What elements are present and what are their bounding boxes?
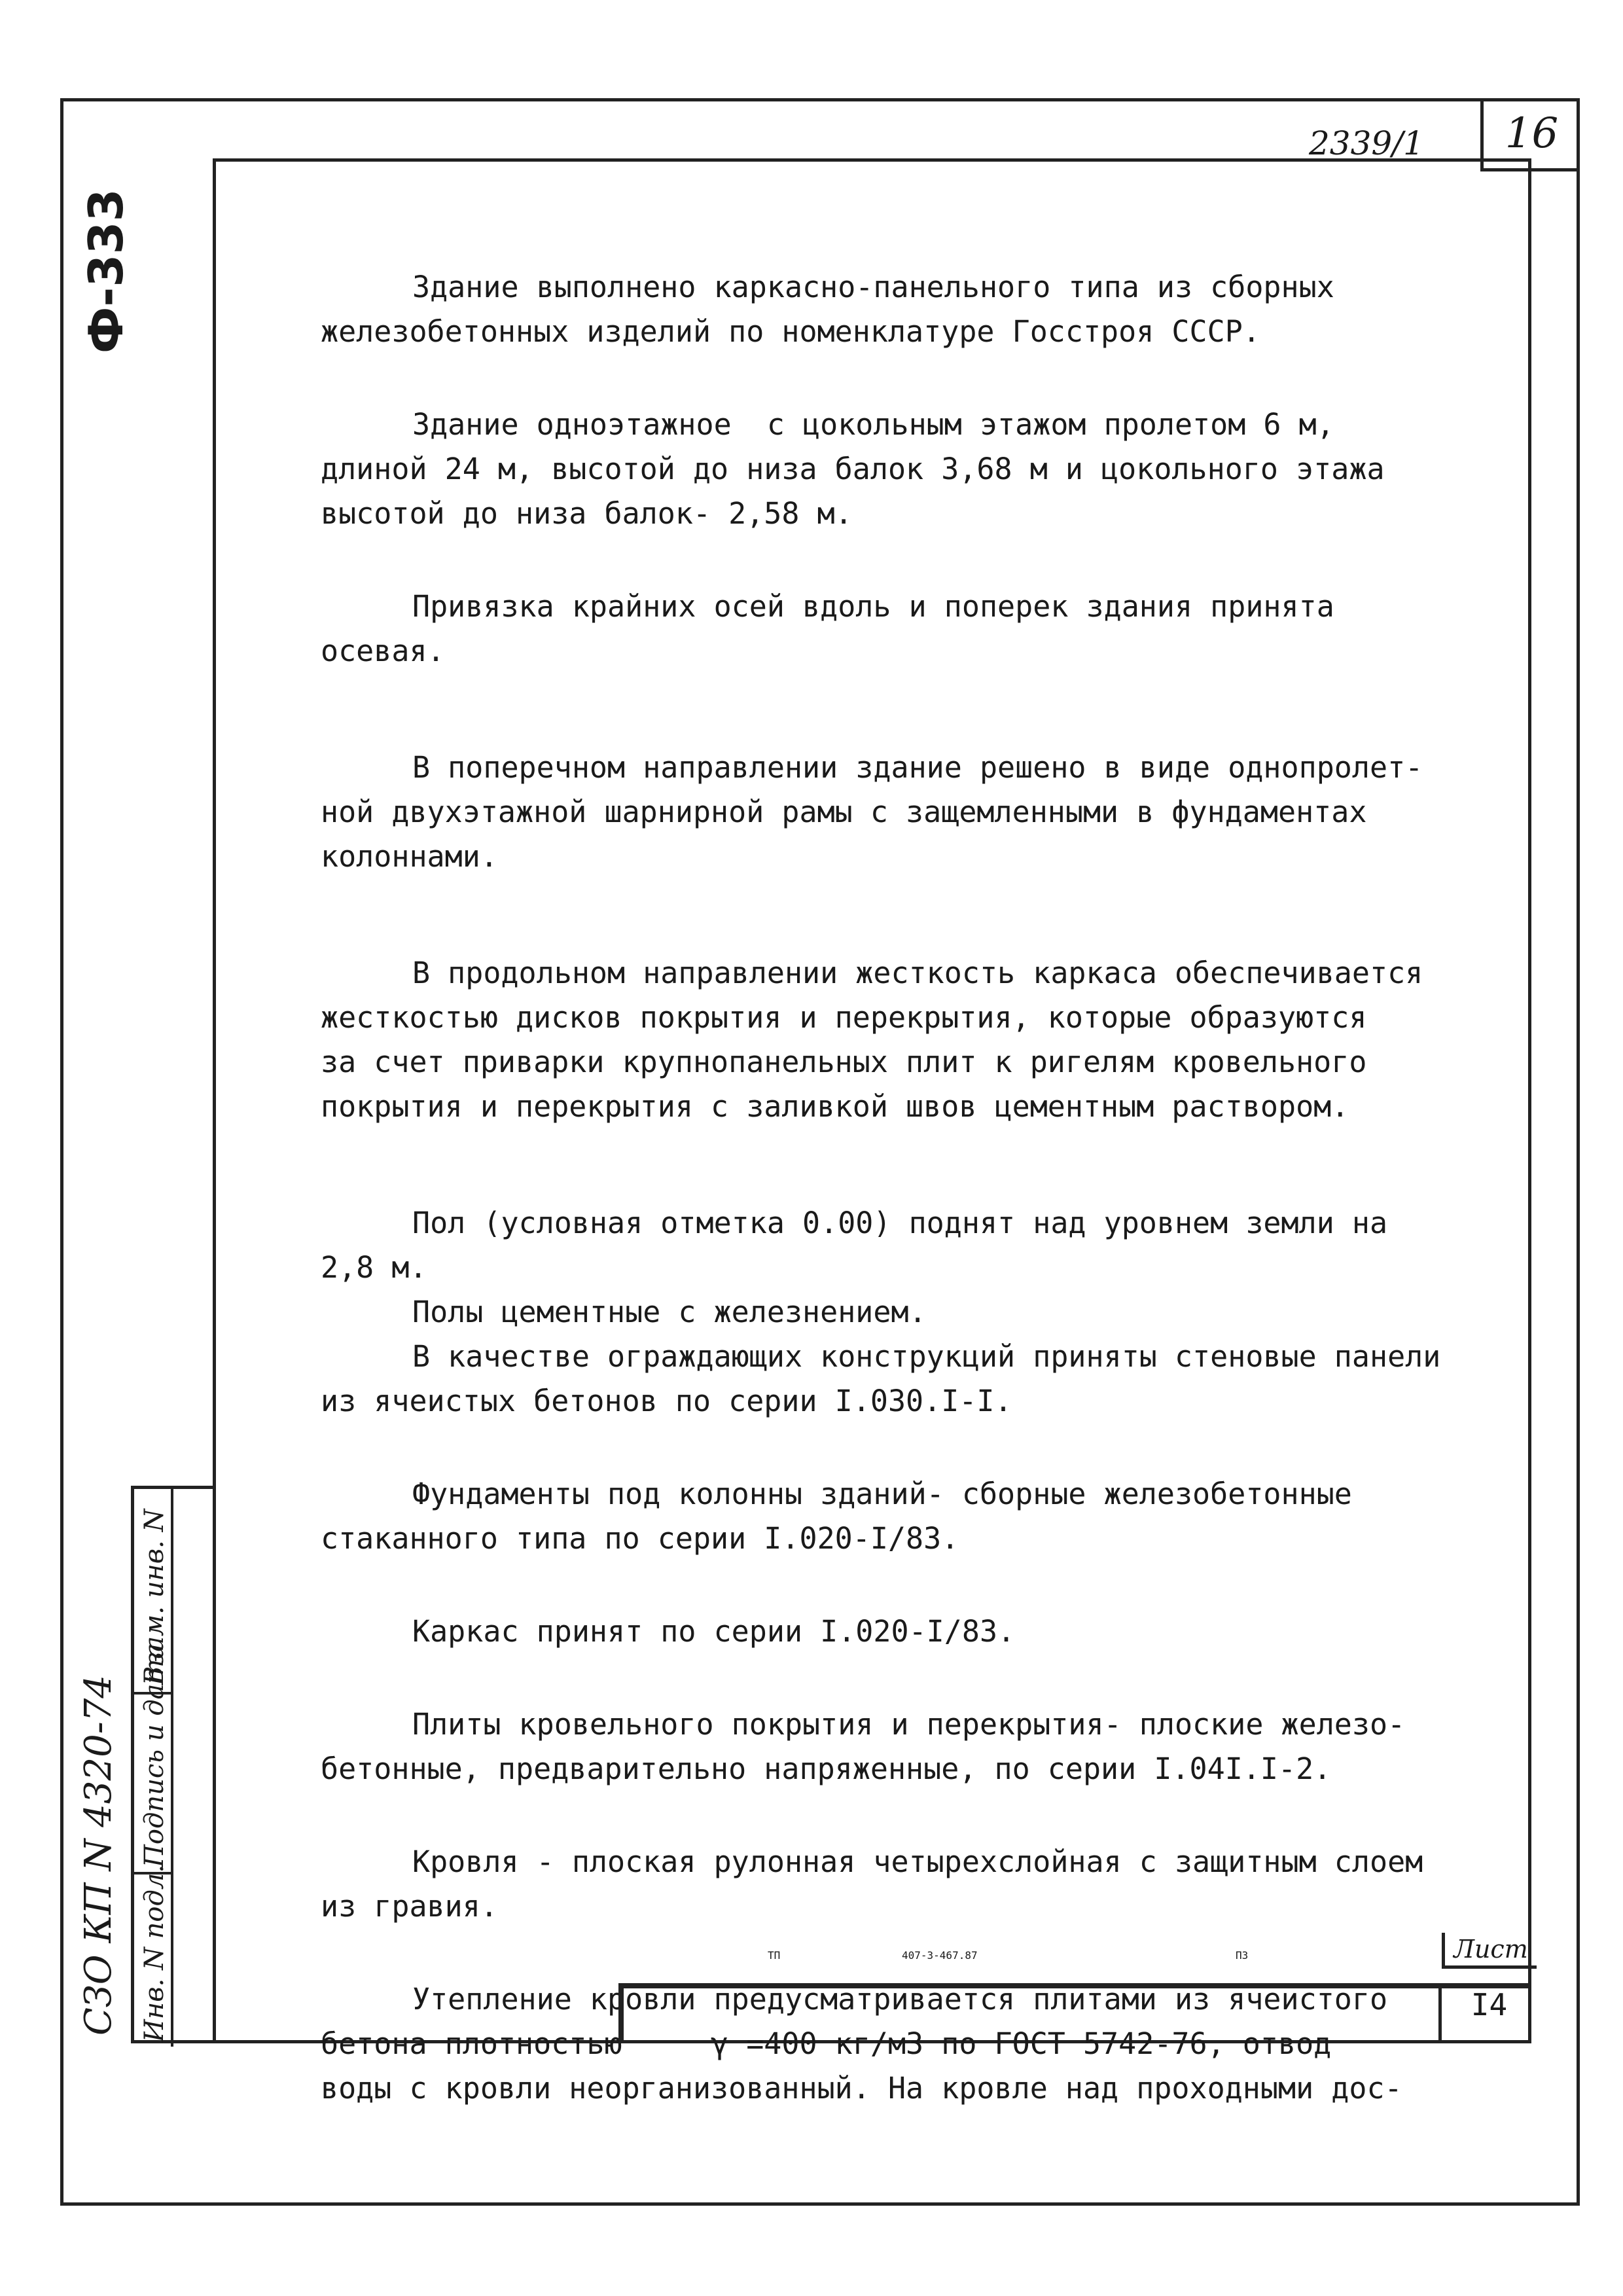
- text-line: стаканного типа по серии I.020-I/83.: [321, 1521, 959, 1556]
- text-line: железобетонных изделий по номенклатуре Госстроя СССР.: [321, 314, 1260, 349]
- paragraph: [321, 1609, 1505, 1654]
- text-line: Здание одноэтажное с цокольным этажом пролетом 6 м,: [412, 407, 1334, 442]
- text-line: Фундаменты под колонны зданий- сборные железобетонные: [412, 1477, 1352, 1511]
- text-line: длиной 24 м, высотой до низа балок 3,68 м и цокольного этажа: [321, 452, 1385, 486]
- text-line: из гравия.: [321, 1889, 498, 1924]
- text-line: из ячеистых бетонов по серии I.030.I-I.: [321, 1384, 1012, 1418]
- text-line: Привязка крайних осей вдоль и поперек здания принята: [412, 589, 1334, 624]
- text-line: Кровля - плоская рулонная четырехслойная с защитным слоем: [412, 1844, 1423, 1879]
- paragraph: [321, 1840, 1505, 1929]
- text-line: ной двухэтажной шарнирной рамы с защемленными в фундаментах: [321, 795, 1367, 829]
- text-line: В продольном направлении жесткость каркаса обеспечивается: [412, 956, 1423, 990]
- text-line: за счет приварки крупнопанельных плит к ригелям кровельного: [321, 1045, 1367, 1079]
- archive-number: 2339/1: [1309, 124, 1424, 162]
- text-line: колоннами.: [321, 839, 498, 874]
- text-line: Утепление кровли предусматривается плитами из ячеистого: [412, 1982, 1388, 2017]
- text-line: воды с кровли неорганизованный. На кровле над проходными дос-: [321, 2071, 1402, 2106]
- text-line: жесткостью дисков покрытия и перекрытия, которые образуются: [321, 1000, 1367, 1035]
- form-code: [79, 188, 134, 353]
- text-line: Каркас принят по серии I.020-I/83.: [412, 1614, 1016, 1649]
- sheet-number: 16: [1480, 98, 1580, 171]
- strip-label-signature: Подпись и дата: [139, 1643, 169, 1867]
- approval-strip: [131, 1486, 213, 2043]
- paragraph: [321, 265, 1505, 354]
- strip-label-replace: Взам. инв. N: [139, 1509, 169, 1685]
- form-code-text: Ф-333: [79, 188, 134, 353]
- text-line: 2,8 м.: [321, 1250, 427, 1285]
- title-block-main: [624, 1916, 1438, 2041]
- sheet-label: Лист: [1442, 1933, 1537, 1969]
- paragraph: [321, 951, 1505, 1129]
- text-line: покрытия и перекрытия с заливкой швов цементным раствором.: [321, 1089, 1349, 1124]
- text-line: бетонные, предварительно напряженные, по серии I.04I.I-2.: [321, 1751, 1332, 1786]
- text-line: Полы цементные с железнением.: [412, 1295, 927, 1329]
- paragraph: [321, 1472, 1505, 1561]
- paragraph: [321, 1702, 1505, 1791]
- title-block-doc-type: ПЗ: [1236, 1949, 1249, 1962]
- sheet-value: I4: [1471, 1987, 1508, 2022]
- text-line: бетона плотностью γ =400 кг/м3 по ГОСТ 5742-76, отвод: [321, 2026, 1332, 2061]
- text-line: высотой до низа балок- 2,58 м.: [321, 496, 853, 531]
- text-line: Пол (условная отметка 0.00) поднят над уровнем земли на: [412, 1206, 1388, 1240]
- title-block-sheet: [1438, 1935, 1537, 2043]
- paragraph: [321, 745, 1505, 879]
- handwritten-archive-note: СЗО КП N 4320-74: [77, 1675, 120, 2036]
- paragraph: [321, 584, 1505, 673]
- text-line: В качестве ограждающих конструкций приняты стеновые панели: [412, 1339, 1441, 1374]
- text-line: В поперечном направлении здание решено в виде однопролет-: [412, 750, 1423, 785]
- title-block-code: ТП: [768, 1949, 781, 1962]
- title-block-project-number: 407-3-467.87: [902, 1949, 978, 1962]
- strip-label-inv: Инв. N подл.: [139, 1864, 169, 2042]
- document-body: [321, 265, 1505, 2159]
- text-line: осевая.: [321, 634, 445, 668]
- text-line: Здание выполнено каркасно-панельного типа из сборных: [412, 270, 1334, 304]
- text-line: Плиты кровельного покрытия и перекрытия- плоские железо-: [412, 1707, 1406, 1742]
- title-block: [618, 1935, 1531, 2043]
- paragraph: [321, 403, 1505, 536]
- paragraph: [321, 1201, 1505, 1424]
